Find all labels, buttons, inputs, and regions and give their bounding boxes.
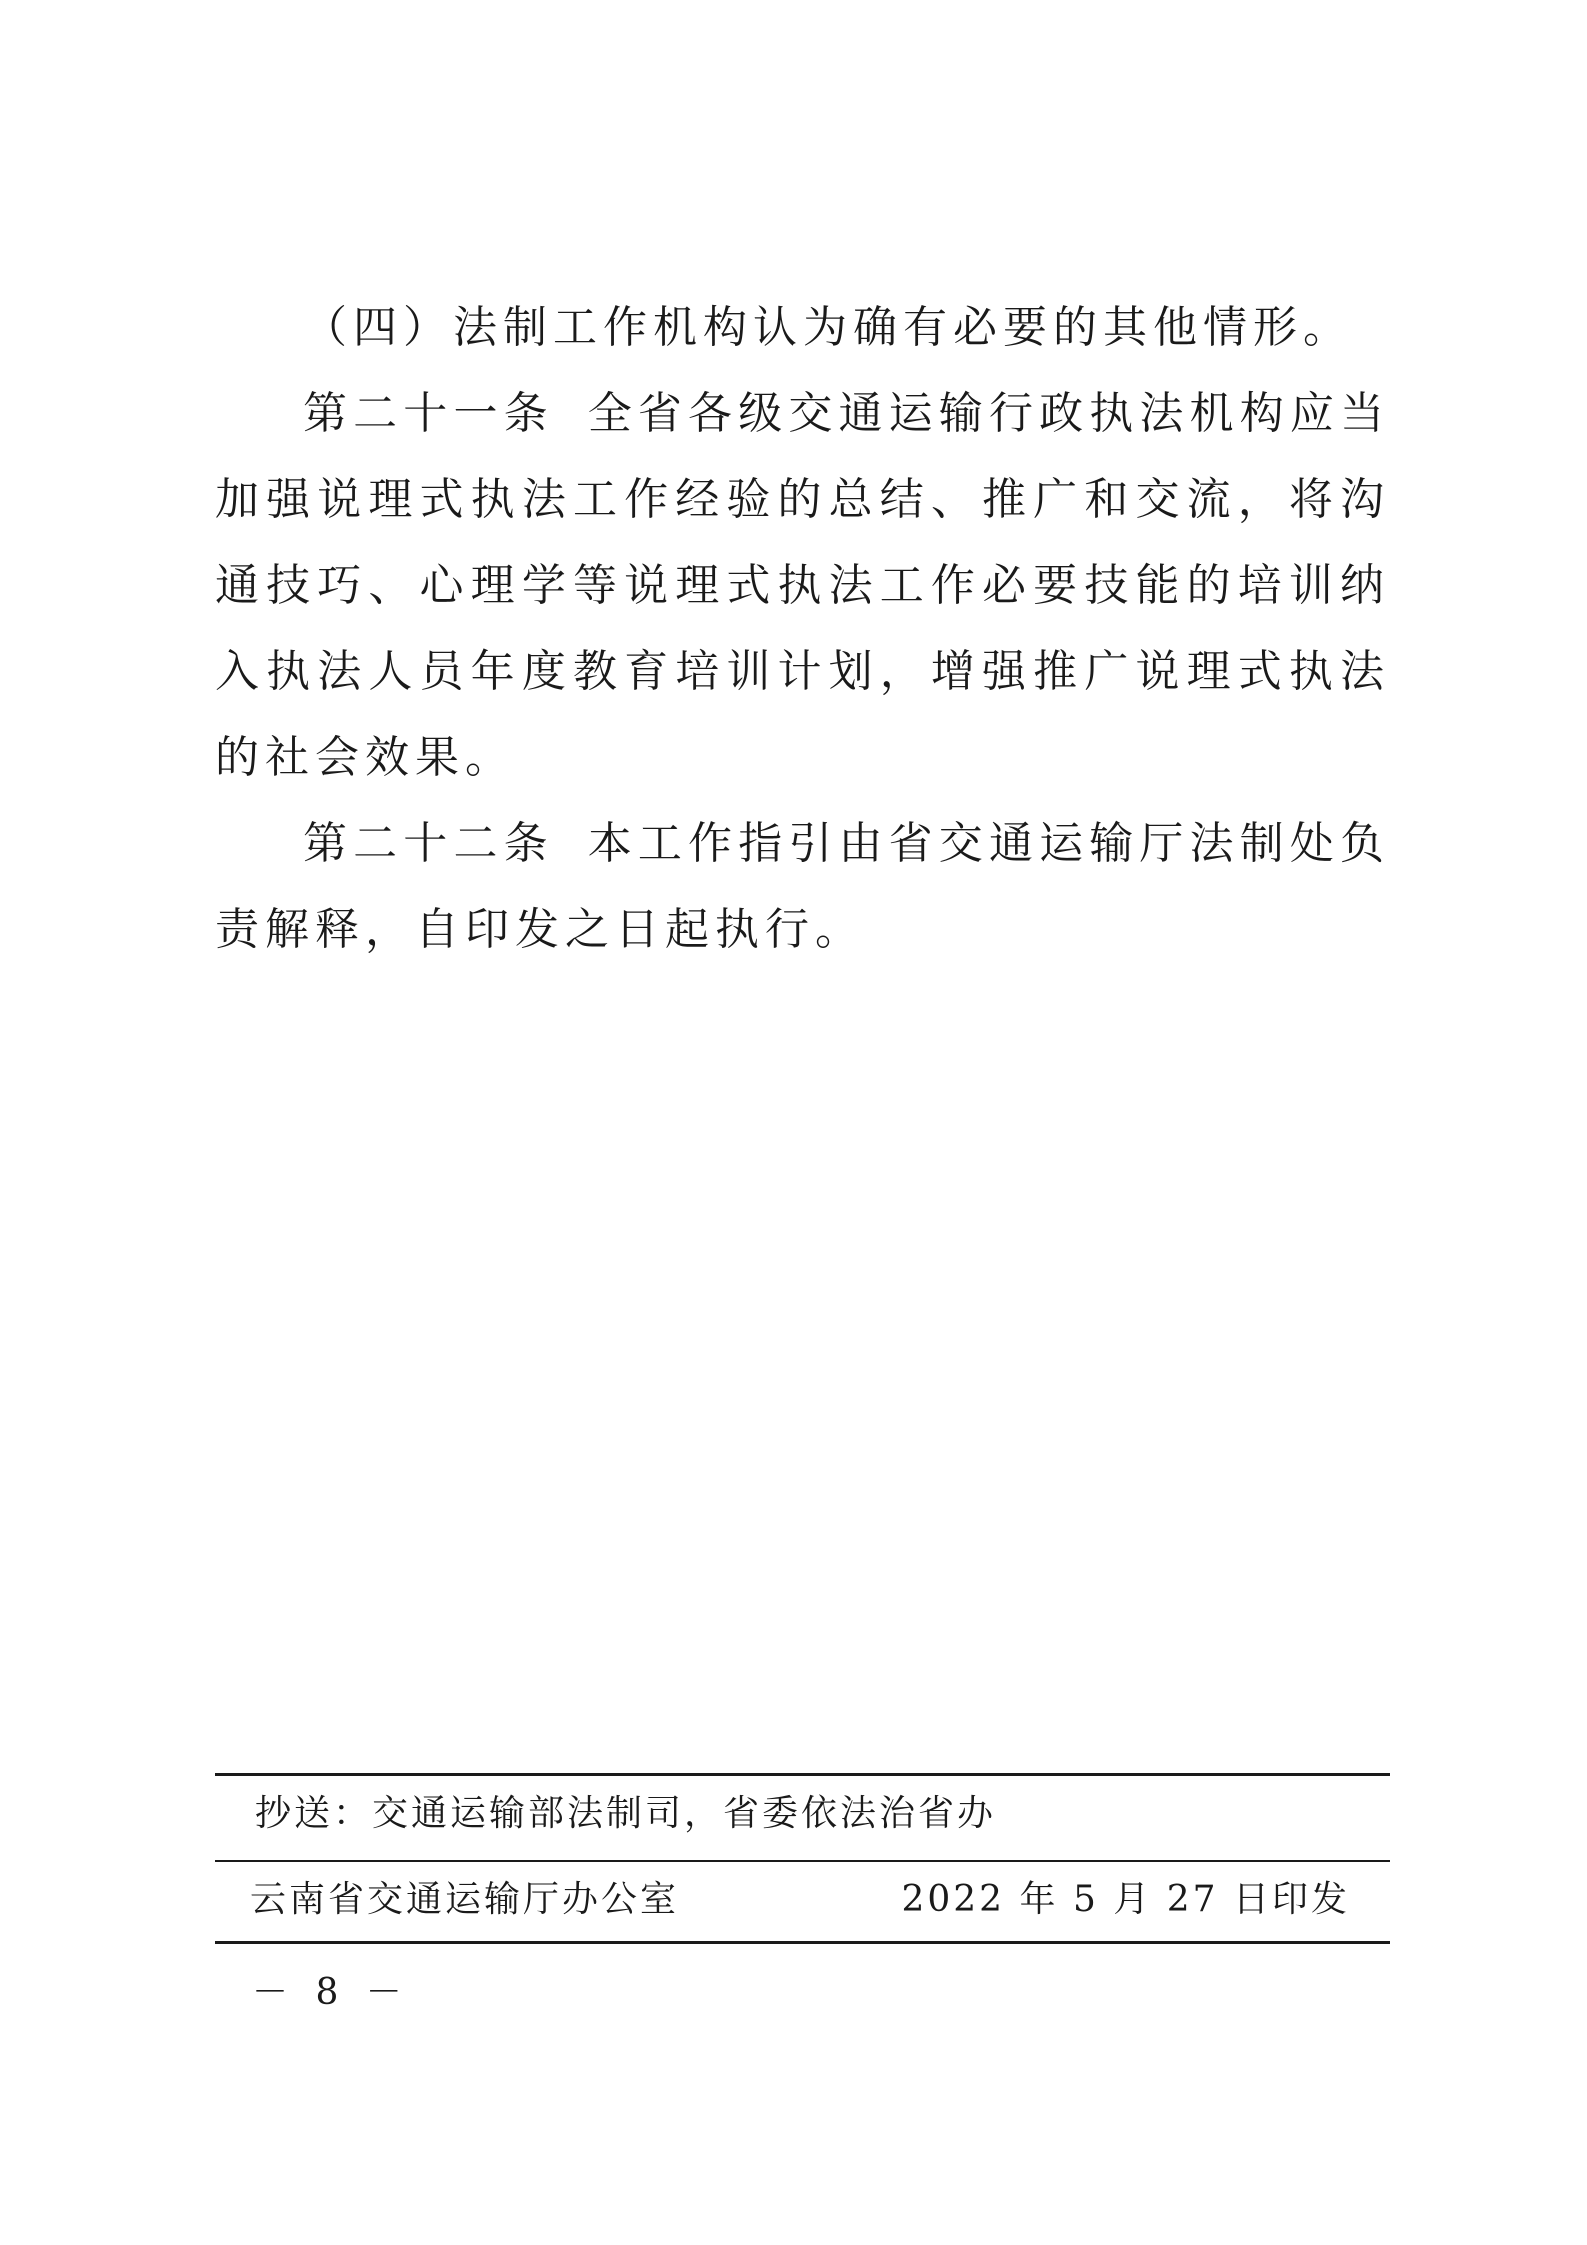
footer-rule-bottom bbox=[215, 1941, 1390, 1944]
footer-rule-top bbox=[215, 1773, 1390, 1776]
document-body bbox=[215, 285, 1390, 973]
article-number: 第二十二条 bbox=[303, 818, 554, 869]
article-number: 第二十一条 bbox=[303, 388, 554, 439]
cc-line: 抄送：交通运输部法制司，省委依法治省办 bbox=[255, 1793, 997, 1834]
issue-date: 2022 年 5 月 27 日印发 bbox=[901, 1879, 1350, 1920]
article-22-paragraph bbox=[215, 801, 1390, 973]
page-number: － 8 － bbox=[252, 1972, 410, 2013]
paragraph-text: 本工作指引由省交通运输厅法制处负责解释，自印发之日起执行。 bbox=[215, 818, 1390, 955]
paragraph-text: （四）法制工作机构认为确有必要的其他情形。 bbox=[303, 302, 1353, 353]
article-21-paragraph bbox=[215, 371, 1390, 801]
issuer-name: 云南省交通运输厅办公室 bbox=[250, 1879, 680, 1920]
footer-rule-middle bbox=[215, 1860, 1390, 1862]
paragraph-item-4 bbox=[215, 285, 1390, 371]
paragraph-text: 全省各级交通运输行政执法机构应当加强说理式执法工作经验的总结、推广和交流，将沟通技巧、心理学等说理式执法工作必要技能的培训纳入执法人员年度教育培训计划，增强推广说理式执法的社会效果。 bbox=[215, 388, 1390, 783]
